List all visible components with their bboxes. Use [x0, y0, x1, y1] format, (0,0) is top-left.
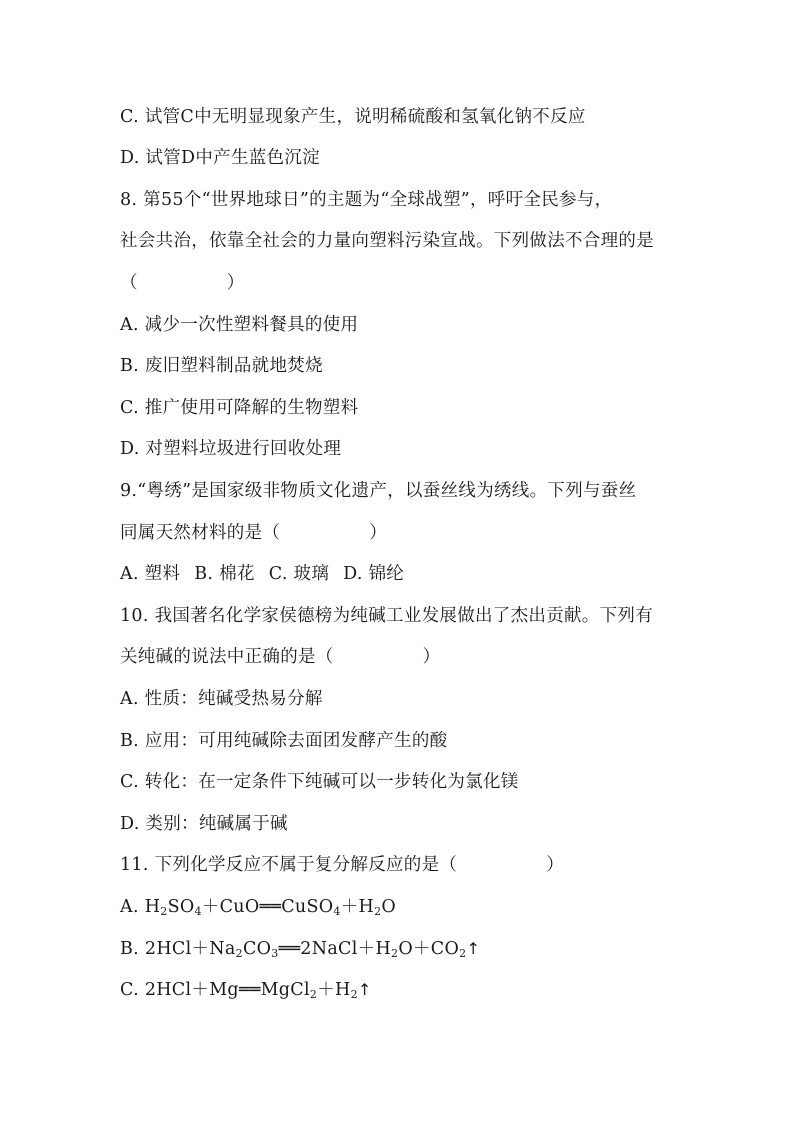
- q8-option-d: D. 对塑料垃圾进行回收处理: [120, 439, 342, 459]
- q9-options: [120, 562, 404, 586]
- q10-option-c: C. 转化：在一定条件下纯碱可以一步转化为氯化镁: [120, 772, 519, 792]
- q9-stem-line2: 同属天然材料的是（ ）: [120, 523, 387, 543]
- q11-option-c-equation: $2HCl+Mg══MgCl_2+H_2↑$: [144, 980, 372, 1001]
- q11-option-b-label: B.: [120, 939, 140, 959]
- q8-option-a: A. 减少一次性塑料餐具的使用: [120, 315, 359, 335]
- q10-option-b: B. 应用：可用纯碱除去面团发酵产生的酸: [120, 731, 448, 751]
- q11-option-c: [120, 978, 372, 1002]
- q7-option-c: C. 试管C中无明显现象产生，说明稀硫酸和氢氧化钠不反应: [120, 107, 586, 127]
- q8-option-b: B. 废旧塑料制品就地焚烧: [120, 356, 323, 376]
- q8-answer-paren: （ ）: [120, 273, 245, 293]
- gas-arrow-icon: ↑: [357, 980, 372, 999]
- q9-option-b: B. 棉花: [194, 564, 255, 584]
- q9-option-c: C. 玻璃: [268, 564, 330, 584]
- q8-option-c: C. 推广使用可降解的生物塑料: [120, 398, 359, 418]
- q10-stem-line2: 关纯碱的说法中正确的是（ ）: [120, 647, 441, 667]
- q8-stem-line2: 社会共治，依靠全社会的力量向塑料污染宣战。下列做法不合理的是: [120, 231, 654, 251]
- q11-option-a: [120, 895, 396, 919]
- gas-arrow-icon: ↑: [466, 939, 481, 958]
- q11-option-a-equation: $H_2SO_4+CuO══CuSO_4+H_2O$: [144, 897, 397, 918]
- q11-option-b-equation: $2HCl+Na_2CO_3══2NaCl+H_2O+CO_2↑$: [144, 939, 481, 960]
- q10-option-d: D. 类别：纯碱属于碱: [120, 814, 288, 834]
- q11-option-a-label: A.: [120, 897, 139, 917]
- q11-option-b: [120, 937, 480, 961]
- q9-stem-line1: 9.“粤绣”是国家级非物质文化遗产，以蚕丝线为绣线。下列与蚕丝: [120, 481, 637, 501]
- q10-stem-line1: 10. 我国著名化学家侯德榜为纯碱工业发展做出了杰出贡献。下列有: [120, 606, 653, 626]
- q10-option-a: A. 性质：纯碱受热易分解: [120, 689, 323, 709]
- q11-stem: 11. 下列化学反应不属于复分解反应的是（ ）: [120, 855, 564, 875]
- q9-option-d: D. 锦纶: [343, 564, 405, 584]
- q8-stem-line1: 8. 第55个“世界地球日”的主题为“全球战塑”，呼吁全民参与，: [120, 190, 613, 210]
- q7-option-d: D. 试管D中产生蓝色沉淀: [120, 148, 320, 168]
- q9-option-a: A. 塑料: [120, 564, 181, 584]
- q11-option-c-label: C.: [120, 980, 139, 1000]
